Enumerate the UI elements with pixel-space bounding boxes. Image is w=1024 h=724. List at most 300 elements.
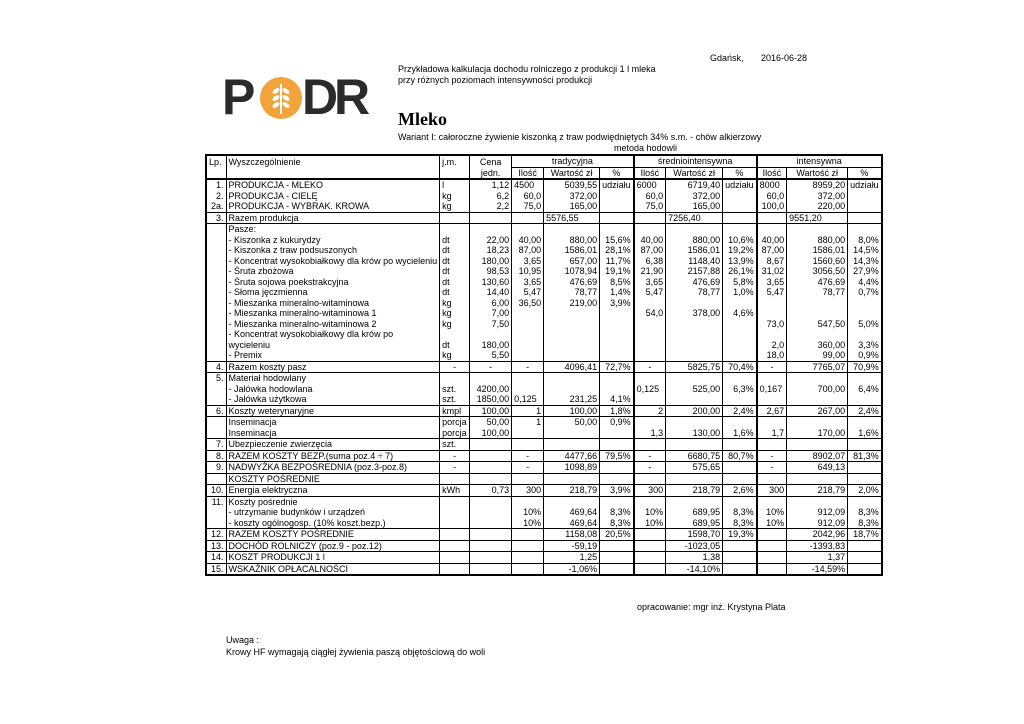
cell-q1 — [512, 212, 544, 224]
header-value-1: Wartość zł — [544, 167, 600, 179]
cell-item: - Śruta sojowa poekstrakcyjna — [226, 277, 440, 288]
cell-p3 — [848, 201, 882, 212]
cell-v1: 476,69 — [544, 277, 600, 288]
cell-q1: 10% — [512, 507, 544, 518]
cell-q2: 6000 — [634, 179, 666, 191]
cell-unit — [440, 212, 470, 224]
cell-price — [470, 439, 512, 451]
cell-q1: 87,00 — [512, 245, 544, 256]
cell-v2: 689,95 — [666, 518, 723, 529]
cell-lp: 4. — [206, 361, 226, 373]
cell-price — [470, 462, 512, 474]
cell-v3 — [787, 473, 848, 485]
cell-price: 100,00 — [470, 405, 512, 417]
cell-q3: 2,67 — [757, 405, 787, 417]
cell-q3 — [757, 394, 787, 405]
cell-q2: 60,0 — [634, 191, 666, 202]
cell-q2: 21,90 — [634, 266, 666, 277]
cell-price: 14,40 — [470, 287, 512, 298]
cell-v1: 1098,89 — [544, 462, 600, 474]
cell-lp — [206, 428, 226, 439]
header-value-3: Wartość zł — [787, 167, 848, 179]
cell-q3: - — [757, 462, 787, 474]
cell-q3: 5,47 — [757, 287, 787, 298]
cell-q1: 4500 — [512, 179, 544, 191]
cell-v2 — [666, 496, 723, 507]
cell-q3 — [757, 224, 787, 235]
cell-q2 — [634, 496, 666, 507]
cell-p2 — [723, 201, 757, 212]
cell-item: - Koncentrat wysokobiałkowy dla krów po — [226, 329, 440, 340]
cell-v1 — [544, 350, 600, 361]
table-row — [206, 417, 882, 428]
cell-q3: 10% — [757, 518, 787, 529]
variant-description: Wariant I: całoroczne żywienie kiszonką z traw podwiędniętych 34% s.m. - chów alkierzowy — [398, 132, 762, 142]
cell-p1: 4,1% — [600, 394, 634, 405]
cell-v2: 2157,88 — [666, 266, 723, 277]
cell-price: 22,00 — [470, 235, 512, 246]
cell-q1: 75,0 — [512, 201, 544, 212]
cell-item: Koszty weterynaryjne — [226, 405, 440, 417]
date-label: 2016-06-28 — [761, 53, 808, 63]
header-row-1 — [206, 155, 882, 167]
cell-p3: 2,0% — [848, 485, 882, 497]
cell-v1: 372,00 — [544, 191, 600, 202]
cell-p2: 19,3% — [723, 529, 757, 541]
cell-v3: 170,00 — [787, 428, 848, 439]
table-row — [206, 507, 882, 518]
cell-v1: 78,77 — [544, 287, 600, 298]
cell-q3: 0,167 — [757, 384, 787, 395]
cell-v1: 469,64 — [544, 507, 600, 518]
cell-q1 — [512, 224, 544, 235]
cell-p3: 3,3% — [848, 340, 882, 351]
cell-v2: 7256,40 — [666, 212, 723, 224]
cell-lp: 13. — [206, 540, 226, 552]
cell-lp — [206, 350, 226, 361]
cell-lp: 8. — [206, 450, 226, 462]
cell-lp — [206, 245, 226, 256]
cell-p3 — [848, 329, 882, 340]
table-row — [206, 394, 882, 405]
cell-unit — [440, 329, 470, 340]
cell-q1 — [512, 552, 544, 564]
cell-q2 — [634, 319, 666, 330]
cell-q2 — [634, 473, 666, 485]
table-row — [206, 277, 882, 288]
cell-lp — [206, 235, 226, 246]
cell-q1 — [512, 496, 544, 507]
cell-p2: 1,0% — [723, 287, 757, 298]
cell-v3: 880,00 — [787, 235, 848, 246]
cell-q2: - — [634, 450, 666, 462]
cell-unit — [440, 224, 470, 235]
cell-unit: porcja — [440, 417, 470, 428]
table-row — [206, 224, 882, 235]
cell-q1 — [512, 340, 544, 351]
cell-v2 — [666, 224, 723, 235]
cell-price — [470, 552, 512, 564]
header-item: Wyszczególnienie — [226, 155, 440, 167]
cell-lp: 7. — [206, 439, 226, 451]
cell-p2 — [723, 340, 757, 351]
cell-p3 — [848, 224, 882, 235]
cell-p2 — [723, 373, 757, 384]
cell-price: 4200,00 — [470, 384, 512, 395]
cell-unit: dt — [440, 235, 470, 246]
cell-q1 — [512, 540, 544, 552]
cell-unit — [440, 373, 470, 384]
cell-q1: 10% — [512, 518, 544, 529]
cell-v1 — [544, 373, 600, 384]
cell-v1 — [544, 384, 600, 395]
cell-lp — [206, 394, 226, 405]
cell-unit: kWh — [440, 485, 470, 497]
cell-price — [470, 540, 512, 552]
cell-v2: 575,65 — [666, 462, 723, 474]
cell-q2 — [634, 329, 666, 340]
cell-item: KOSZTY POŚREDNIE — [226, 473, 440, 485]
cell-unit: kg — [440, 308, 470, 319]
cell-p2 — [723, 224, 757, 235]
cell-v3: 912,09 — [787, 518, 848, 529]
cell-q1: 40,00 — [512, 235, 544, 246]
cell-price — [470, 212, 512, 224]
table-row — [206, 191, 882, 202]
note-text: Krowy HF wymagają ciągłej żywienia paszą objętościową do woli — [226, 647, 486, 657]
cell-lp — [206, 417, 226, 428]
cell-unit — [440, 529, 470, 541]
cell-v3: 99,00 — [787, 350, 848, 361]
cell-item: Razem koszty pasz — [226, 361, 440, 373]
cell-unit — [440, 552, 470, 564]
cell-price: 6,00 — [470, 298, 512, 309]
cell-p3 — [848, 212, 882, 224]
cell-v2: 78,77 — [666, 287, 723, 298]
cell-v2: 6719,40 — [666, 179, 723, 191]
cell-unit: kmpl — [440, 405, 470, 417]
cell-q1: 60,0 — [512, 191, 544, 202]
cell-v3: 649,13 — [787, 462, 848, 474]
table-row — [206, 485, 882, 497]
cell-item: Energia elektryczna — [226, 485, 440, 497]
cell-p1 — [600, 329, 634, 340]
cell-unit: dt — [440, 340, 470, 351]
cell-p3: 8,3% — [848, 507, 882, 518]
cell-v2: 378,00 — [666, 308, 723, 319]
cell-v3: 1560,60 — [787, 256, 848, 267]
cell-unit: - — [440, 450, 470, 462]
cell-p1 — [600, 308, 634, 319]
cell-p3 — [848, 191, 882, 202]
cell-v3: 267,00 — [787, 405, 848, 417]
cell-price — [470, 473, 512, 485]
cell-p1: 0,9% — [600, 417, 634, 428]
cell-v1: 5576,55 — [544, 212, 600, 224]
cell-q3: 2,0 — [757, 340, 787, 351]
cell-v3 — [787, 298, 848, 309]
cell-p2 — [723, 350, 757, 361]
cell-p1 — [600, 373, 634, 384]
cell-price — [470, 329, 512, 340]
cell-p1: udziału — [600, 179, 634, 191]
cell-q3 — [757, 373, 787, 384]
cell-v2: 689,95 — [666, 507, 723, 518]
header-pct-2: % — [723, 167, 757, 179]
cell-lp — [206, 518, 226, 529]
cell-q3 — [757, 552, 787, 564]
cell-v1: 1,25 — [544, 552, 600, 564]
cell-p2 — [723, 552, 757, 564]
cell-v1: 880,00 — [544, 235, 600, 246]
cell-q1: 300 — [512, 485, 544, 497]
cell-q3: 40,00 — [757, 235, 787, 246]
cell-p3 — [848, 417, 882, 428]
cell-v2: 1586,01 — [666, 245, 723, 256]
cell-price: 7,50 — [470, 319, 512, 330]
cell-q3 — [757, 496, 787, 507]
cell-p3: 18,7% — [848, 529, 882, 541]
cell-q3 — [757, 473, 787, 485]
cell-v3 — [787, 417, 848, 428]
cell-p1 — [600, 552, 634, 564]
cell-p1 — [600, 540, 634, 552]
cell-q3: - — [757, 361, 787, 373]
header-group-medium: średniointensywna — [634, 155, 757, 167]
cell-price — [470, 529, 512, 541]
cell-p1: 3,9% — [600, 298, 634, 309]
cell-lp: 12. — [206, 529, 226, 541]
cell-p2 — [723, 439, 757, 451]
cell-price: 18,23 — [470, 245, 512, 256]
cell-p1: 79,5% — [600, 450, 634, 462]
table-row — [206, 287, 882, 298]
cell-p1: 1,8% — [600, 405, 634, 417]
cell-v1: 100,00 — [544, 405, 600, 417]
table-row — [206, 361, 882, 373]
cell-p3 — [848, 563, 882, 575]
cell-price: 180,00 — [470, 340, 512, 351]
table-row — [206, 563, 882, 575]
table-row — [206, 256, 882, 267]
header-value-2: Wartość zł — [666, 167, 723, 179]
cell-v2: 880,00 — [666, 235, 723, 246]
cell-p2: 4,6% — [723, 308, 757, 319]
cell-item: Ubezpieczenie zwierzęcia — [226, 439, 440, 451]
cell-v3: -14,59% — [787, 563, 848, 575]
table-row — [206, 450, 882, 462]
cell-p2: 80,7% — [723, 450, 757, 462]
cell-p1 — [600, 340, 634, 351]
method-label: metoda hodowli — [614, 143, 678, 153]
cell-q3: 87,00 — [757, 245, 787, 256]
cell-item: - Kiszonka z traw podsuszonych — [226, 245, 440, 256]
cell-p1 — [600, 496, 634, 507]
cell-q1: - — [512, 361, 544, 373]
cell-v3: 2042,96 — [787, 529, 848, 541]
cell-unit: dt — [440, 256, 470, 267]
cell-item: KOSZT PRODUKCJI 1 l — [226, 552, 440, 564]
cell-p2: 70,4% — [723, 361, 757, 373]
cell-q3: 100,0 — [757, 201, 787, 212]
cell-p3: 1,6% — [848, 428, 882, 439]
cell-price — [470, 224, 512, 235]
cell-v2 — [666, 329, 723, 340]
table-row — [206, 540, 882, 552]
page-title: Mleko — [398, 109, 447, 129]
cell-price — [470, 518, 512, 529]
cell-p1: 8,3% — [600, 518, 634, 529]
header-qty-3: Ilość — [757, 167, 787, 179]
cell-p3: 8,3% — [848, 518, 882, 529]
cell-p1: 28,1% — [600, 245, 634, 256]
cell-v1 — [544, 224, 600, 235]
cell-v1: 5039,55 — [544, 179, 600, 191]
cell-lp — [206, 384, 226, 395]
cell-q2 — [634, 340, 666, 351]
cell-p1: 72,7% — [600, 361, 634, 373]
cell-price — [470, 450, 512, 462]
cell-price: 5,50 — [470, 350, 512, 361]
cell-unit: porcja — [440, 428, 470, 439]
note-label: Uwaga : — [226, 635, 260, 645]
cell-item: Inseminacja — [226, 428, 440, 439]
cell-unit: kg — [440, 201, 470, 212]
cell-q3: 73,0 — [757, 319, 787, 330]
cell-v3 — [787, 496, 848, 507]
cell-price: 98,53 — [470, 266, 512, 277]
cell-price: 0,73 — [470, 485, 512, 497]
table-row — [206, 308, 882, 319]
cell-item: NADWYŻKA BEZPOŚREDNIA (poz.3-poz.8) — [226, 462, 440, 474]
cell-v2 — [666, 417, 723, 428]
cell-q1: 1 — [512, 405, 544, 417]
cell-item: - Mieszanka mineralno-witaminowa — [226, 298, 440, 309]
cell-q2 — [634, 417, 666, 428]
table-row — [206, 552, 882, 564]
cell-unit: l — [440, 179, 470, 191]
cell-v3: 220,00 — [787, 201, 848, 212]
cell-v2: 6680,75 — [666, 450, 723, 462]
table-row — [206, 201, 882, 212]
cell-p1: 3,9% — [600, 485, 634, 497]
header-unit: j.m. — [440, 155, 470, 167]
cell-q1: 36,50 — [512, 298, 544, 309]
table-row — [206, 473, 882, 485]
cell-p1: 19,1% — [600, 266, 634, 277]
cell-v3: 218,79 — [787, 485, 848, 497]
cell-p2 — [723, 496, 757, 507]
cell-q2 — [634, 552, 666, 564]
cell-q2: 300 — [634, 485, 666, 497]
cell-v3: 360,00 — [787, 340, 848, 351]
cell-v3: 7765,07 — [787, 361, 848, 373]
cell-unit: dt — [440, 245, 470, 256]
cell-item: - Mieszanka mineralno-witaminowa 1 — [226, 308, 440, 319]
cell-q3 — [757, 212, 787, 224]
cell-price: 130,60 — [470, 277, 512, 288]
cell-p2: 6,3% — [723, 384, 757, 395]
podr-logo — [222, 69, 371, 125]
cell-q2: 10% — [634, 507, 666, 518]
cell-q3: 60,0 — [757, 191, 787, 202]
cell-q2 — [634, 394, 666, 405]
cell-lp — [206, 329, 226, 340]
table-row — [206, 245, 882, 256]
cell-p1 — [600, 428, 634, 439]
cell-v3: 912,09 — [787, 507, 848, 518]
cell-lp: 14. — [206, 552, 226, 564]
cell-q2: 5,47 — [634, 287, 666, 298]
header-lp: Lp. — [206, 155, 226, 167]
cell-q3: 1,7 — [757, 428, 787, 439]
cell-q2: 87,00 — [634, 245, 666, 256]
place-label: Gdańsk, — [710, 53, 744, 63]
cell-unit: szt. — [440, 439, 470, 451]
cell-lp: 2. — [206, 191, 226, 202]
cell-p3: udziału — [848, 179, 882, 191]
cell-p2 — [723, 191, 757, 202]
cell-unit: kg — [440, 350, 470, 361]
cell-v3 — [787, 439, 848, 451]
cell-v1: 218,79 — [544, 485, 600, 497]
cell-p2 — [723, 212, 757, 224]
table-row — [206, 496, 882, 507]
cell-p2: 5,8% — [723, 277, 757, 288]
cell-q2 — [634, 298, 666, 309]
cell-lp — [206, 256, 226, 267]
cell-q2 — [634, 212, 666, 224]
cell-p1: 15,6% — [600, 235, 634, 246]
cell-v2 — [666, 350, 723, 361]
cell-p3 — [848, 552, 882, 564]
cell-v2: 1148,40 — [666, 256, 723, 267]
cell-q2: - — [634, 462, 666, 474]
cell-q1 — [512, 428, 544, 439]
cell-p3: 14,5% — [848, 245, 882, 256]
cell-v1: 4477,66 — [544, 450, 600, 462]
cell-p3: 0,7% — [848, 287, 882, 298]
cell-v3 — [787, 224, 848, 235]
cell-v2: 200,00 — [666, 405, 723, 417]
cell-p3 — [848, 298, 882, 309]
cell-q2: 2 — [634, 405, 666, 417]
cell-unit: szt. — [440, 394, 470, 405]
cell-v2: 165,00 — [666, 201, 723, 212]
cell-v1 — [544, 428, 600, 439]
cell-q1 — [512, 373, 544, 384]
cell-q1: 1 — [512, 417, 544, 428]
cell-p1 — [600, 462, 634, 474]
cell-q2: 6,38 — [634, 256, 666, 267]
cell-unit — [440, 540, 470, 552]
cell-p2 — [723, 473, 757, 485]
cell-p3 — [848, 462, 882, 474]
cell-item: - koszty ogólnogosp. (10% koszt.bezp.) — [226, 518, 440, 529]
subtitle-line-1: Przykładowa kalkulacja dochodu rolniczego z produkcji 1 l mleka — [398, 64, 656, 74]
logo-letter-d: D — [302, 69, 339, 125]
cell-p3: 14,3% — [848, 256, 882, 267]
cell-p1 — [600, 212, 634, 224]
cell-p1: 11,7% — [600, 256, 634, 267]
cell-q2: - — [634, 361, 666, 373]
cell-p3: 0,9% — [848, 350, 882, 361]
table-row — [206, 340, 882, 351]
cell-q1: 10,95 — [512, 266, 544, 277]
cell-item: Pasze: — [226, 224, 440, 235]
cell-q3: 300 — [757, 485, 787, 497]
header-pct-1: % — [600, 167, 634, 179]
